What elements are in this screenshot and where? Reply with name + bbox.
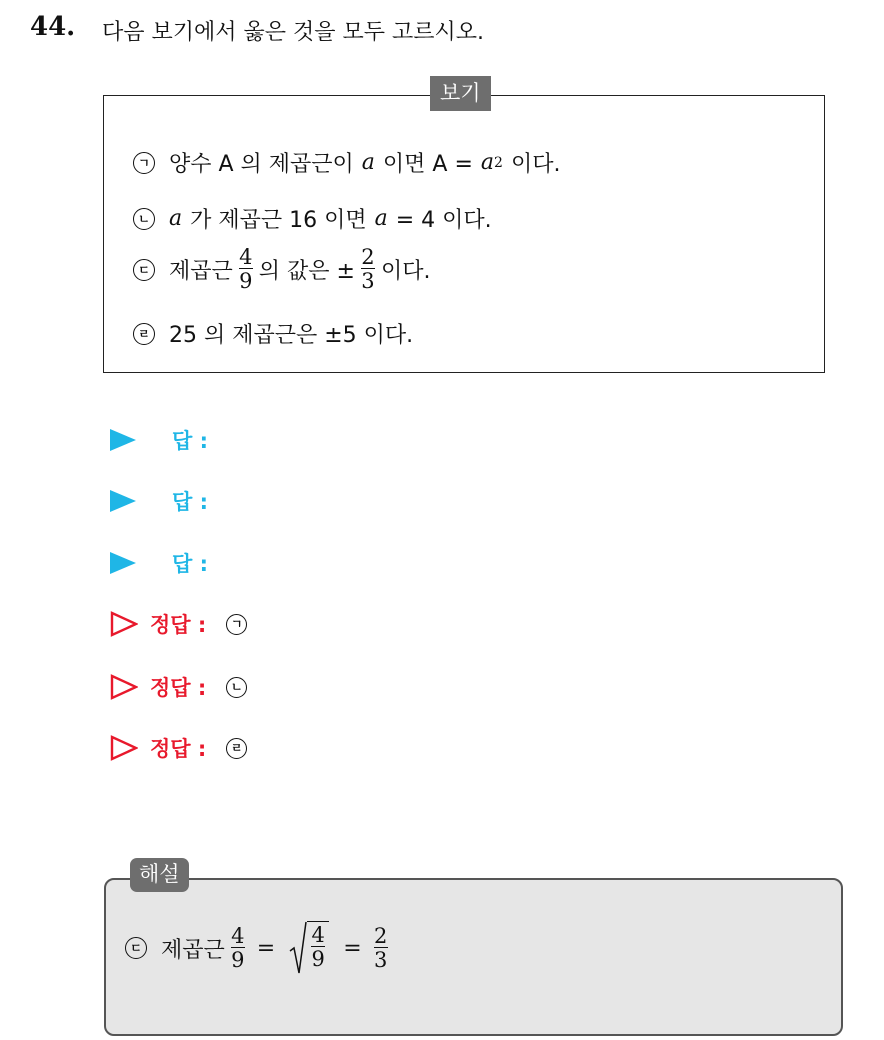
outline-arrow-icon xyxy=(110,674,138,700)
radical-icon xyxy=(289,921,307,975)
fraction xyxy=(231,925,245,972)
item-text: = 4 이다. xyxy=(395,208,492,233)
marker-digeut: ㄷ xyxy=(133,259,155,281)
item-text: 의 값은 ± xyxy=(258,259,355,284)
bogi-item-2 xyxy=(133,203,492,234)
explanation-label: 해설 xyxy=(130,858,189,892)
solution-label: 정답 : xyxy=(150,676,207,700)
marker-nieun: ㄴ xyxy=(133,208,155,230)
solution-row-3 xyxy=(110,731,247,765)
outline-arrow-icon xyxy=(110,611,138,637)
solution-row-1 xyxy=(110,607,247,641)
explanation-line xyxy=(125,921,394,975)
item-text: 이면 A = xyxy=(382,152,473,177)
item-text: 이다. xyxy=(510,152,561,177)
bogi-item-4 xyxy=(133,318,413,349)
denominator: 9 xyxy=(231,947,245,972)
solution-label: 정답 : xyxy=(150,613,207,637)
bogi-item-3 xyxy=(133,246,430,293)
item-text: 양수 A 의 제곱근이 xyxy=(169,152,354,177)
answer-label: 답 : xyxy=(172,552,208,576)
equals-sign: = xyxy=(343,935,362,961)
fraction xyxy=(311,924,325,971)
item-text: 가 제곱근 16 이면 xyxy=(190,208,367,233)
denominator: 9 xyxy=(311,947,325,971)
marker-digeut: ㄷ xyxy=(125,937,147,959)
solution-value: ㄴ xyxy=(226,677,247,698)
solution-value: ㄱ xyxy=(226,614,247,635)
variable-a: a xyxy=(361,150,375,175)
item-text: 25 의 제곱근은 ±5 이다. xyxy=(169,323,414,348)
numerator: 4 xyxy=(239,245,253,269)
explanation-text: 제곱근 xyxy=(161,937,225,963)
play-arrow-icon xyxy=(110,490,136,512)
answer-label: 답 : xyxy=(172,429,208,453)
answer-label: 답 : xyxy=(172,490,208,514)
bogi-item-1 xyxy=(133,147,560,178)
play-arrow-icon xyxy=(110,552,136,574)
question-prompt: 다음 보기에서 옳은 것을 모두 고르시오. xyxy=(102,20,484,45)
fraction xyxy=(361,246,375,293)
marker-rieul: ㄹ xyxy=(133,323,155,345)
denominator: 3 xyxy=(361,269,375,293)
question-number: 44. xyxy=(30,12,76,42)
denominator: 9 xyxy=(239,269,253,293)
denominator: 3 xyxy=(373,947,388,972)
equals-sign: = xyxy=(256,935,276,961)
solution-label: 정답 : xyxy=(150,737,207,761)
answer-row-1 xyxy=(110,423,208,457)
numerator: 4 xyxy=(231,923,245,948)
fraction xyxy=(239,246,253,293)
variable-a: a xyxy=(480,150,495,175)
solution-value: ㄹ xyxy=(226,738,247,759)
solution-row-2 xyxy=(110,670,247,704)
fraction xyxy=(374,925,388,972)
outline-arrow-icon xyxy=(110,735,138,761)
variable-a: a xyxy=(374,206,388,231)
numerator: 2 xyxy=(373,923,388,948)
numerator: 4 xyxy=(311,923,325,947)
play-arrow-icon xyxy=(110,429,136,451)
variable-a: a xyxy=(169,206,183,231)
bogi-label: 보기 xyxy=(430,76,491,111)
numerator: 2 xyxy=(361,245,375,269)
marker-giyeok: ㄱ xyxy=(133,152,155,174)
item-text: 제곱근 xyxy=(169,259,233,284)
answer-row-3 xyxy=(110,546,208,580)
answer-row-2 xyxy=(110,484,208,518)
item-text: 이다. xyxy=(380,259,431,284)
exponent: 2 xyxy=(494,154,503,171)
square-root xyxy=(289,921,329,975)
